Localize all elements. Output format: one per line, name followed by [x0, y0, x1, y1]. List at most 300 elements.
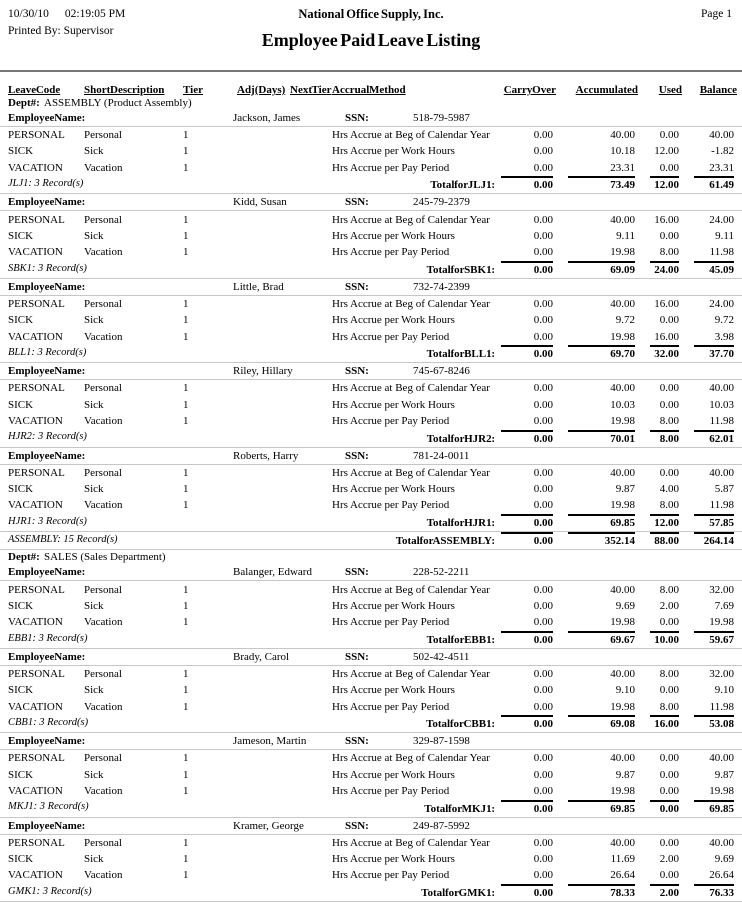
employee-total-label: Total for BLL1 :	[426, 348, 495, 361]
leave-code: VACATION	[8, 414, 63, 427]
leave-description: Sick	[84, 768, 104, 781]
leave-description: Vacation	[84, 616, 123, 629]
accumulated-value: 23.31	[610, 161, 635, 174]
employee-total-row	[0, 884, 742, 902]
leave-tier: 1	[183, 853, 189, 866]
accrual-method: Hrs Accrue per Work Hours	[332, 684, 455, 697]
employee-name-label: Employee Name:	[8, 449, 86, 462]
accrual-method: Hrs Accrue per Work Hours	[332, 599, 455, 612]
accumulated-value: 40.00	[610, 297, 635, 310]
leave-row	[0, 750, 742, 766]
leave-row	[0, 465, 742, 481]
employee-header	[0, 733, 742, 750]
used-value: 4.00	[659, 483, 679, 495]
accrual-method: Hrs Accrue per Pay Period	[332, 161, 450, 174]
department-header	[0, 550, 742, 564]
employee-rows	[0, 296, 742, 345]
balance-value: -1.82	[711, 145, 734, 158]
carry-over-value: 0.00	[533, 752, 553, 765]
department-header	[0, 96, 742, 110]
employee-block	[0, 363, 742, 447]
employee-header	[0, 448, 742, 465]
employee-header	[0, 649, 742, 666]
employee-name-label: Employee Name:	[8, 112, 86, 124]
carry-over-value: 0.00	[533, 853, 553, 866]
leave-code: SICK	[8, 768, 34, 781]
accrual-method: Hrs Accrue per Pay Period	[332, 869, 450, 882]
leave-description: Personal	[84, 213, 122, 226]
leave-row	[0, 296, 742, 312]
carry-over-value: 0.00	[533, 616, 553, 629]
leave-row	[0, 328, 742, 344]
leave-tier: 1	[183, 483, 189, 495]
employee-rows	[0, 750, 742, 799]
leave-code: VACATION	[8, 700, 63, 713]
employee-name-label: Employee Name:	[8, 819, 86, 832]
employee-name: Jameson, Martin	[233, 735, 307, 748]
leave-row	[0, 783, 742, 799]
dept-employees	[0, 564, 742, 902]
employee-name-label: Employee Name:	[8, 650, 86, 663]
used-value: 0.00	[659, 869, 679, 882]
employee-total-row	[0, 345, 742, 364]
balance-value: 11.98	[709, 700, 734, 713]
employee-header	[0, 194, 742, 211]
leave-code: PERSONAL	[8, 667, 65, 680]
total-accumulated: 70.01	[556, 430, 638, 445]
employee-header	[0, 110, 742, 127]
balance-value: 9.72	[714, 314, 734, 327]
accrual-method: Hrs Accrue per Pay Period	[332, 616, 450, 629]
carry-over-value: 0.00	[533, 129, 553, 142]
employee-name-label: Employee Name:	[8, 566, 86, 579]
carry-over-value: 0.00	[533, 700, 553, 713]
leave-code: SICK	[8, 599, 34, 612]
employee-block	[0, 564, 742, 648]
leave-code: PERSONAL	[8, 382, 65, 395]
employee-ssn	[332, 365, 556, 377]
leave-code: SICK	[8, 853, 34, 866]
col-carry-over: Carry Over	[503, 84, 556, 96]
accrual-method: Hrs Accrue at Beg of Calendar Year	[332, 466, 490, 479]
employee-record-count: HJR1: 3 Record(s)	[8, 515, 87, 527]
used-value: 0.00	[659, 229, 679, 242]
total-used: 8.00	[638, 430, 682, 445]
department-section	[0, 96, 742, 550]
employee-name: Brady, Carol	[233, 650, 290, 663]
accumulated-value: 9.72	[615, 314, 635, 327]
balance-value: 9.11	[715, 229, 734, 242]
leave-code: VACATION	[8, 499, 63, 512]
leave-tier: 1	[183, 229, 189, 242]
accrual-method: Hrs Accrue per Work Hours	[332, 853, 455, 866]
leave-tier: 1	[183, 246, 189, 259]
department-section	[0, 550, 742, 902]
accumulated-value: 9.87	[615, 483, 635, 495]
dept-total-row	[0, 532, 742, 551]
leave-tier: 1	[183, 784, 189, 797]
leave-row	[0, 380, 742, 396]
ssn-value: 781-24-0011	[413, 449, 470, 462]
employee-record-count: GMK1: 3 Record(s)	[8, 885, 92, 897]
print-time: 02:19:05 PM	[64, 8, 126, 20]
used-value: 0.00	[659, 161, 679, 174]
balance-value: 19.98	[709, 616, 734, 629]
accrual-method: Hrs Accrue per Pay Period	[332, 499, 450, 512]
employee-rows	[0, 666, 742, 715]
employee-name-label: Employee Name:	[8, 280, 86, 293]
used-value: 0.00	[659, 836, 679, 849]
leave-description: Sick	[84, 314, 104, 327]
leave-row	[0, 244, 742, 260]
used-value: 8.00	[659, 700, 679, 713]
ssn-value: 745-67-8246	[413, 365, 470, 378]
total-accumulated: 73.49	[556, 176, 638, 191]
page-number: Page 1	[701, 8, 732, 20]
leave-description: Sick	[84, 483, 104, 495]
dept-employees	[0, 110, 742, 532]
leave-description: Vacation	[84, 246, 123, 259]
accumulated-value: 19.98	[610, 700, 635, 713]
employee-header	[0, 363, 742, 380]
leave-description: Vacation	[84, 499, 123, 512]
balance-value: 3.98	[714, 330, 734, 343]
leave-row	[0, 698, 742, 714]
carry-over-value: 0.00	[533, 314, 553, 327]
leave-row	[0, 581, 742, 597]
leave-description: Personal	[84, 382, 122, 395]
leave-tier: 1	[183, 869, 189, 882]
balance-value: 9.69	[714, 853, 734, 866]
used-value: 8.00	[659, 414, 679, 427]
leave-description: Vacation	[84, 414, 123, 427]
leave-code: PERSONAL	[8, 213, 65, 226]
leave-description: Sick	[84, 599, 104, 612]
carry-over-value: 0.00	[533, 213, 553, 226]
leave-row	[0, 211, 742, 227]
accrual-method: Hrs Accrue per Work Hours	[332, 398, 455, 411]
accumulated-value: 40.00	[610, 213, 635, 226]
total-used: 12.00	[638, 176, 682, 191]
leave-row	[0, 413, 742, 429]
employee-total-row	[0, 429, 742, 448]
balance-value: 11.98	[709, 246, 734, 259]
accrual-method: Hrs Accrue at Beg of Calendar Year	[332, 583, 490, 596]
accumulated-value: 19.98	[610, 330, 635, 343]
used-value: 0.00	[659, 616, 679, 629]
carry-over-value: 0.00	[533, 466, 553, 479]
accrual-method: Hrs Accrue per Pay Period	[332, 330, 450, 343]
leave-tier: 1	[183, 314, 189, 327]
total-used: 0.00	[638, 800, 682, 815]
balance-value: 19.98	[709, 784, 734, 797]
total-balance: 59.67	[682, 631, 737, 646]
employee-name-label: Employee Name:	[8, 365, 86, 378]
balance-value: 23.31	[709, 161, 734, 174]
total-balance: 57.85	[682, 514, 737, 529]
total-balance: 53.08	[682, 715, 737, 730]
leave-tier: 1	[183, 398, 189, 411]
leave-description: Vacation	[84, 784, 123, 797]
leave-tier: 1	[183, 768, 189, 781]
leave-tier: 1	[183, 700, 189, 713]
employee-header	[0, 279, 742, 296]
leave-tier: 1	[183, 382, 189, 395]
carry-over-value: 0.00	[533, 869, 553, 882]
leave-tier: 1	[183, 414, 189, 427]
leave-row	[0, 682, 742, 698]
employee-total-label: Total for CBB1 :	[426, 718, 495, 731]
ssn-value: 228-52-2211	[413, 566, 470, 579]
leave-row	[0, 835, 742, 851]
employee-record-count: MKJ1: 3 Record(s)	[8, 801, 89, 813]
leave-row	[0, 127, 742, 143]
leave-code: PERSONAL	[8, 583, 65, 596]
employee-rows	[0, 465, 742, 514]
leave-description: Sick	[84, 684, 104, 697]
leave-code: VACATION	[8, 784, 63, 797]
employee-block	[0, 279, 742, 363]
col-accumulated: Accumulated	[575, 84, 638, 96]
leave-tier: 1	[183, 297, 189, 310]
leave-code: VACATION	[8, 161, 63, 174]
balance-value: 24.00	[709, 213, 734, 226]
dept-label: Dept#:	[8, 551, 40, 564]
leave-row	[0, 228, 742, 244]
employee-ssn	[332, 450, 556, 462]
total-carry-over: 0.00	[497, 176, 556, 191]
carry-over-value: 0.00	[533, 161, 553, 174]
total-balance: 61.49	[682, 176, 737, 191]
leave-code: PERSONAL	[8, 297, 65, 310]
employee-rows	[0, 127, 742, 176]
leave-description: Vacation	[84, 869, 123, 882]
used-value: 2.00	[659, 853, 679, 866]
employee-total-row	[0, 799, 742, 818]
total-carry-over: 0.00	[497, 514, 556, 529]
employee-name: Little, Brad	[233, 280, 284, 293]
leave-description: Personal	[84, 129, 122, 142]
total-used: 32.00	[638, 345, 682, 360]
dept-total-balance: 264.14	[682, 532, 737, 547]
accrual-method: Hrs Accrue at Beg of Calendar Year	[332, 382, 490, 395]
leave-code: SICK	[8, 684, 34, 697]
employee-rows	[0, 581, 742, 630]
col-leave-code: Leave Code	[8, 84, 61, 96]
leave-row	[0, 767, 742, 783]
balance-value: 32.00	[709, 667, 734, 680]
used-value: 0.00	[659, 466, 679, 479]
leave-row	[0, 614, 742, 630]
accumulated-value: 9.11	[616, 229, 635, 242]
leave-tier: 1	[183, 330, 189, 343]
col-short-description: Short Description	[84, 84, 165, 96]
employee-record-count: CBB1: 3 Record(s)	[8, 716, 89, 728]
total-carry-over: 0.00	[497, 884, 556, 899]
total-used: 2.00	[638, 884, 682, 899]
balance-value: 5.87	[714, 483, 734, 495]
total-carry-over: 0.00	[497, 430, 556, 445]
carry-over-value: 0.00	[533, 768, 553, 781]
leave-description: Personal	[84, 466, 122, 479]
accumulated-value: 40.00	[610, 752, 635, 765]
total-carry-over: 0.00	[497, 631, 556, 646]
accumulated-value: 19.98	[610, 616, 635, 629]
col-tier: Tier	[183, 84, 203, 96]
ssn-value: 329-87-1598	[413, 735, 470, 748]
leave-description: Sick	[84, 853, 104, 866]
dept-record-count: ASSEMBLY: 15 Record(s)	[8, 534, 118, 546]
leave-description: Personal	[84, 752, 122, 765]
accumulated-value: 9.10	[615, 684, 635, 697]
total-used: 10.00	[638, 631, 682, 646]
ssn-label: SSN:	[345, 112, 369, 124]
leave-description: Personal	[84, 583, 122, 596]
employee-record-count: JLJ1: 3 Record(s)	[8, 178, 84, 190]
employee-header	[0, 818, 742, 835]
leave-row	[0, 312, 742, 328]
col-balance: Balance	[699, 84, 737, 96]
balance-value: 32.00	[709, 583, 734, 596]
used-value: 0.00	[659, 768, 679, 781]
employee-name: Riley, Hillary	[233, 365, 293, 378]
balance-value: 24.00	[709, 297, 734, 310]
total-accumulated: 69.09	[556, 261, 638, 276]
total-accumulated: 69.08	[556, 715, 638, 730]
carry-over-value: 0.00	[533, 499, 553, 512]
accrual-method: Hrs Accrue per Pay Period	[332, 700, 450, 713]
dept-name: ASSEMBLY (Product Assembly)	[44, 97, 192, 109]
employee-total-label: Total for MKJ1 :	[424, 802, 495, 815]
leave-tier: 1	[183, 667, 189, 680]
carry-over-value: 0.00	[533, 398, 553, 411]
printed-by: Printed By: Supervisor	[8, 25, 114, 37]
accrual-method: Hrs Accrue per Pay Period	[332, 246, 450, 259]
total-balance: 37.70	[682, 345, 737, 360]
used-value: 0.00	[659, 382, 679, 395]
ssn-label: SSN:	[345, 819, 369, 832]
ssn-label: SSN:	[345, 365, 369, 378]
leave-code: PERSONAL	[8, 129, 65, 142]
total-carry-over: 0.00	[497, 261, 556, 276]
leave-description: Vacation	[84, 161, 123, 174]
leave-code: VACATION	[8, 869, 63, 882]
leave-description: Sick	[84, 398, 104, 411]
accumulated-value: 19.98	[610, 414, 635, 427]
dept-total-label: Total for ASSEMBLY :	[395, 535, 495, 548]
dept-total-carry-over: 0.00	[497, 532, 556, 547]
accumulated-value: 40.00	[610, 583, 635, 596]
used-value: 0.00	[659, 314, 679, 327]
used-value: 16.00	[654, 213, 679, 226]
leave-code: PERSONAL	[8, 836, 65, 849]
carry-over-value: 0.00	[533, 414, 553, 427]
employee-total-label: Total for HJR2 :	[426, 432, 495, 445]
leave-description: Sick	[84, 229, 104, 242]
dept-total-accumulated: 352.14	[556, 532, 638, 547]
used-value: 0.00	[659, 752, 679, 765]
balance-value: 26.64	[709, 869, 734, 882]
leave-code: SICK	[8, 145, 34, 158]
leave-tier: 1	[183, 161, 189, 174]
leave-row	[0, 396, 742, 412]
report-body	[0, 96, 742, 902]
ssn-label: SSN:	[345, 196, 369, 209]
used-value: 0.00	[659, 398, 679, 411]
employee-record-count: HJR2: 3 Record(s)	[8, 431, 87, 443]
dept-name: SALES (Sales Department)	[44, 551, 166, 564]
leave-tier: 1	[183, 684, 189, 697]
leave-tier: 1	[183, 129, 189, 142]
balance-value: 11.98	[709, 499, 734, 512]
total-accumulated: 69.70	[556, 345, 638, 360]
ssn-label: SSN:	[345, 566, 369, 579]
employee-total-label: Total for SBK1 :	[426, 263, 495, 276]
company-name: National Office Supply, Inc.	[298, 7, 444, 21]
employee-rows	[0, 211, 742, 260]
carry-over-value: 0.00	[533, 246, 553, 259]
leave-tier: 1	[183, 752, 189, 765]
ssn-label: SSN:	[345, 280, 369, 293]
employee-total-row	[0, 260, 742, 279]
ssn-value: 518-79-5987	[413, 112, 470, 124]
accumulated-value: 11.69	[610, 853, 635, 866]
employee-block	[0, 818, 742, 902]
leave-row	[0, 160, 742, 176]
accumulated-value: 9.69	[615, 599, 635, 612]
employee-total-label: Total for EBB1 :	[426, 633, 495, 646]
used-value: 8.00	[659, 583, 679, 596]
total-accumulated: 69.67	[556, 631, 638, 646]
accrual-method: Hrs Accrue at Beg of Calendar Year	[332, 836, 490, 849]
column-headers	[0, 77, 742, 96]
ssn-value: 502-42-4511	[413, 650, 470, 663]
leave-code: PERSONAL	[8, 752, 65, 765]
used-value: 8.00	[659, 667, 679, 680]
accumulated-value: 10.03	[610, 398, 635, 411]
accumulated-value: 40.00	[610, 466, 635, 479]
employee-ssn	[332, 651, 556, 663]
balance-value: 9.10	[714, 684, 734, 697]
accrual-method: Hrs Accrue per Pay Period	[332, 414, 450, 427]
total-accumulated: 69.85	[556, 514, 638, 529]
used-value: 8.00	[659, 246, 679, 259]
leave-tier: 1	[183, 583, 189, 596]
ssn-value: 732-74-2399	[413, 280, 470, 293]
employee-total-row	[0, 176, 742, 195]
employee-ssn	[332, 196, 556, 208]
total-used: 12.00	[638, 514, 682, 529]
leave-row	[0, 598, 742, 614]
accrual-method: Hrs Accrue at Beg of Calendar Year	[332, 297, 490, 310]
used-value: 0.00	[659, 684, 679, 697]
col-used: Used	[658, 84, 682, 96]
total-accumulated: 69.85	[556, 800, 638, 815]
dept-total-used: 88.00	[638, 532, 682, 547]
leave-tier: 1	[183, 213, 189, 226]
accumulated-value: 19.98	[610, 499, 635, 512]
leave-tier: 1	[183, 145, 189, 158]
col-adj-days: Adj(Days)	[237, 84, 286, 96]
leave-tier: 1	[183, 499, 189, 512]
carry-over-value: 0.00	[533, 836, 553, 849]
accrual-method: Hrs Accrue per Work Hours	[332, 483, 455, 495]
balance-value: 40.00	[709, 382, 734, 395]
total-carry-over: 0.00	[497, 715, 556, 730]
used-value: 16.00	[654, 297, 679, 310]
carry-over-value: 0.00	[533, 297, 553, 310]
ssn-label: SSN:	[345, 735, 369, 748]
